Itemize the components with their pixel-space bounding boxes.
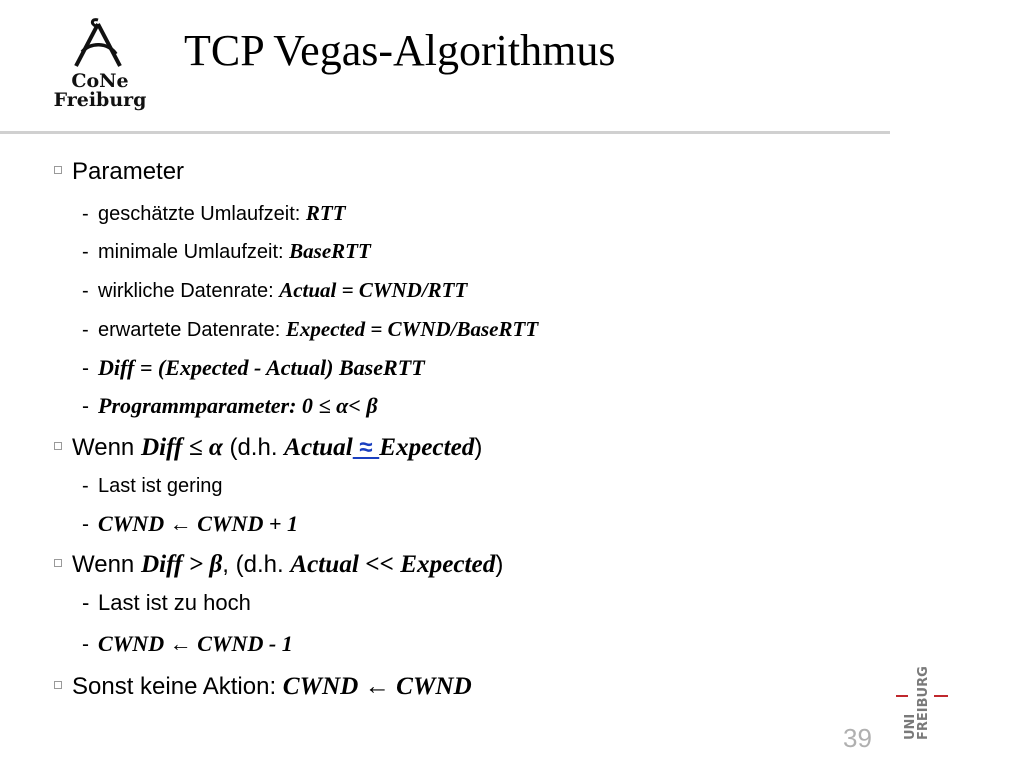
item-math: Expected <box>379 434 475 461</box>
item-text: Wenn <box>72 551 141 578</box>
item-math: CWND ← CWND - 1 <box>98 631 293 656</box>
square-bullet-icon <box>54 559 62 567</box>
item-text: Sonst keine Aktion: <box>72 673 283 700</box>
item-text: ) <box>495 551 504 578</box>
item-math: Actual = CWND/RTT <box>279 278 468 302</box>
logo-line-2: Freiburg <box>53 89 147 111</box>
sub-item: - CWND ← CWND + 1 <box>82 511 298 536</box>
bullet-item <box>54 433 482 463</box>
slide-title: TCP Vegas-Algorithmus <box>184 26 616 75</box>
item-text: , (d.h. <box>222 551 291 578</box>
uni-freiburg-logo <box>896 646 956 740</box>
bullet-item <box>54 550 503 580</box>
sub-item: - CWND ← CWND - 1 <box>82 631 293 656</box>
item-text: (d.h. <box>222 434 285 461</box>
item-math: Diff = (Expected - Actual) BaseRTT <box>98 355 425 380</box>
uni-logo-line-2: FREIBURG <box>916 666 931 740</box>
item-text: Last ist zu hoch <box>98 590 251 615</box>
sub-item: - minimale Umlaufzeit: BaseRTT <box>82 239 371 263</box>
sub-item: - erwartete Datenrate: Expected = CWND/BaseRTT <box>82 317 539 341</box>
item-math: Expected = CWND/BaseRTT <box>285 317 539 341</box>
item-math: CWND ← CWND + 1 <box>98 511 298 536</box>
sub-item: - Diff = (Expected - Actual) BaseRTT <box>82 355 425 380</box>
item-math: Actual << Expected <box>290 551 496 578</box>
sub-item: - Last ist zu hoch <box>82 590 251 615</box>
item-text: Parameter <box>72 158 185 185</box>
bullet-item <box>54 672 472 702</box>
sub-item: - Programmparameter: 0 ≤ α< β <box>82 393 378 418</box>
item-text: wirkliche Datenrate: <box>98 280 280 302</box>
square-bullet-icon <box>54 442 62 450</box>
item-text: ) <box>474 434 483 461</box>
square-bullet-icon <box>54 166 62 174</box>
square-bullet-icon <box>54 681 62 689</box>
sub-item: - geschätzte Umlaufzeit: RTT <box>82 201 346 225</box>
item-text: Wenn <box>72 434 141 461</box>
bullet-item <box>54 157 184 187</box>
item-math: CWND ← CWND <box>282 673 472 700</box>
item-math: Diff ≤ α <box>140 434 223 461</box>
item-math: Programmparameter: 0 ≤ α< β <box>98 393 378 418</box>
sub-item: - wirkliche Datenrate: Actual = CWND/RTT <box>82 278 468 302</box>
approx-symbol: ≈ <box>352 434 380 461</box>
item-math: RTT <box>305 201 346 225</box>
item-text: minimale Umlaufzeit: <box>98 241 290 263</box>
uni-logo-line-1: UNI <box>903 713 918 740</box>
sub-item: - Last ist gering <box>82 475 223 497</box>
item-text: Last ist gering <box>98 475 223 497</box>
item-text: geschätzte Umlaufzeit: <box>98 203 306 225</box>
item-math: BaseRTT <box>289 239 371 263</box>
item-text: erwartete Datenrate: <box>98 319 286 341</box>
item-math: Actual <box>284 434 353 461</box>
page-number: 39 <box>843 723 872 753</box>
logo-bar <box>934 695 948 697</box>
uni-logo-text <box>904 646 934 740</box>
logo-line-1: CoNe <box>71 70 129 92</box>
item-math: Diff > β <box>140 551 223 578</box>
